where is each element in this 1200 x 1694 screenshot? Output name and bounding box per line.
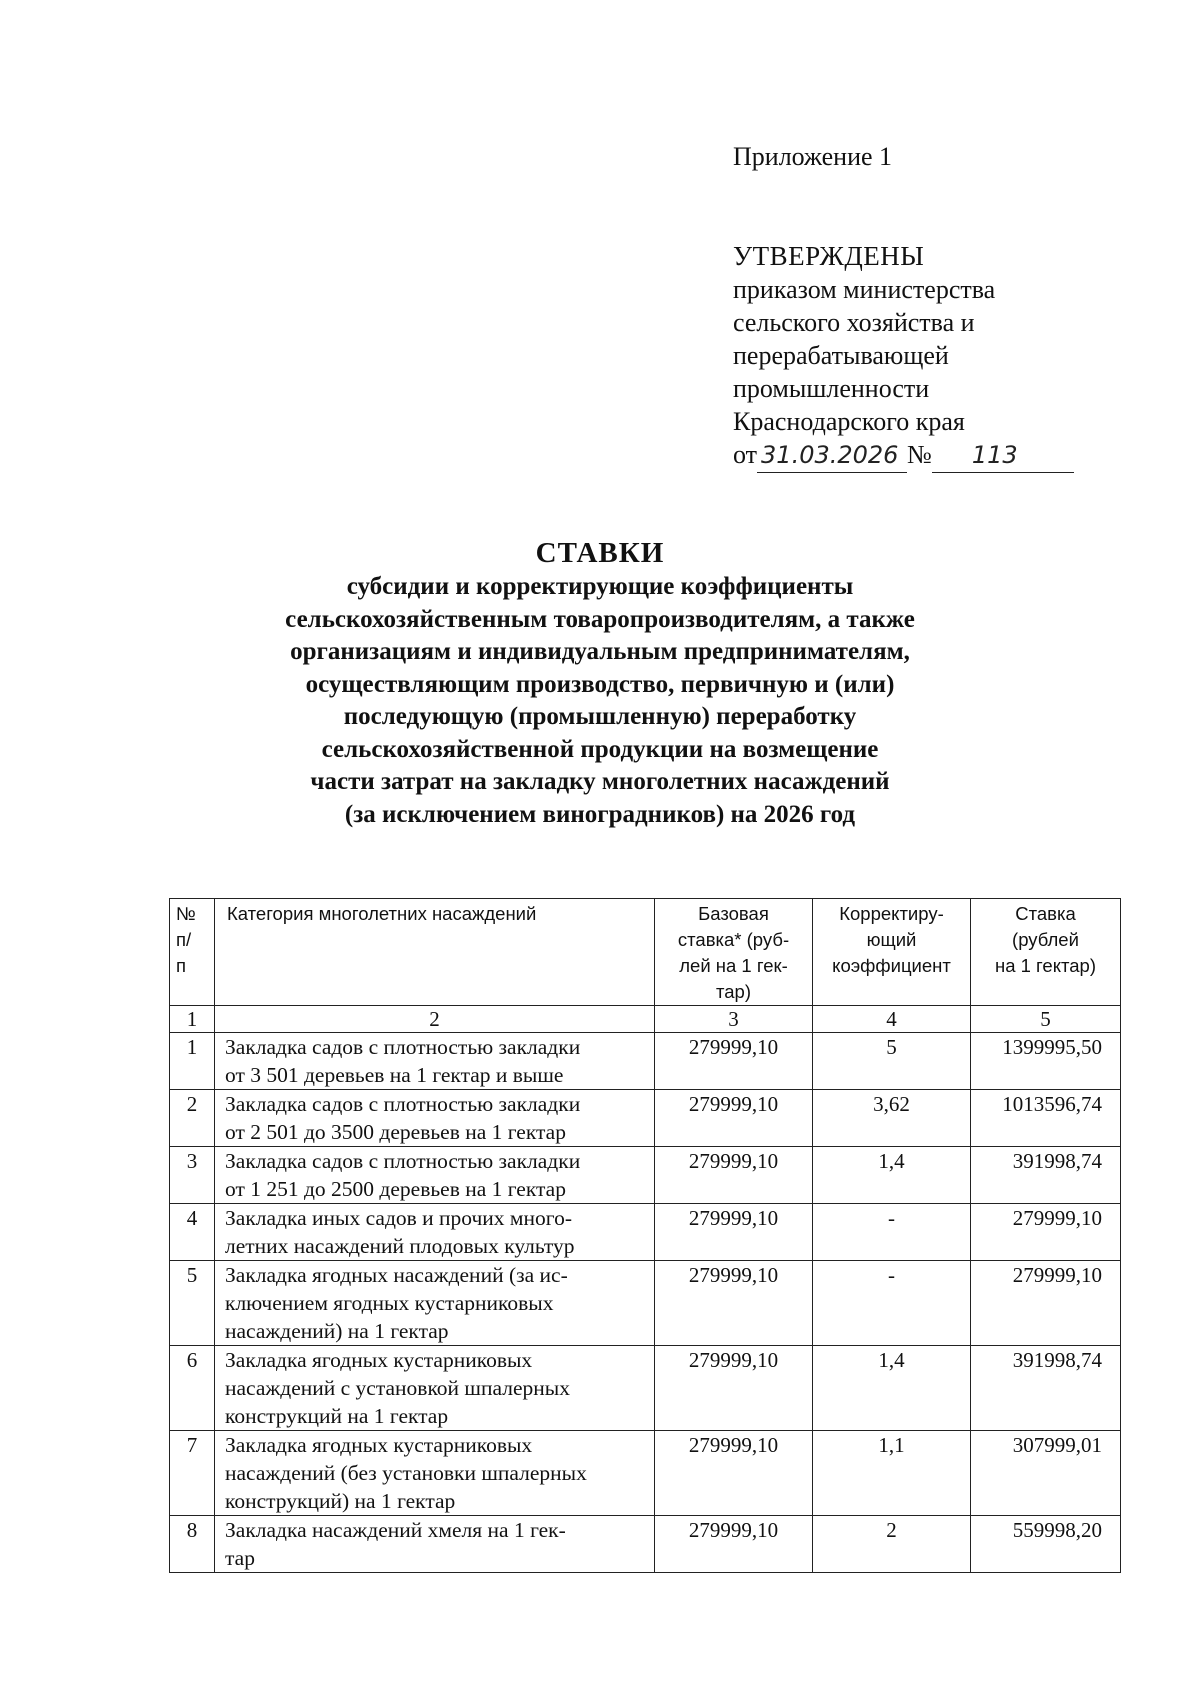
table-row (170, 1204, 1121, 1261)
title-line: организациям и индивидуальным предпринимателям, (290, 638, 910, 665)
row-coefficient: 1,4 (813, 1147, 971, 1204)
row-rate: 391998,74 (971, 1147, 1121, 1204)
row-coefficient: 3,62 (813, 1090, 971, 1147)
header-rate: Ставка (рублей на 1 гектар) (971, 899, 1121, 1006)
row-number: 5 (170, 1261, 215, 1346)
approval-block (733, 240, 1074, 473)
row-category-line: тар (225, 1546, 255, 1570)
row-category (215, 1147, 655, 1204)
row-rate: 279999,10 (971, 1261, 1121, 1346)
title-line: (за исключением виноградников) на 2026 год (344, 800, 856, 828)
row-category-line: ключением ягодных кустарниковых (225, 1291, 554, 1315)
row-category-line: конструкций на 1 гектар (225, 1404, 449, 1428)
table-row (170, 1033, 1121, 1090)
approved-heading: УТВЕРЖДЕНЫ (733, 241, 925, 271)
row-category-line: Закладка садов с плотностью закладки (225, 1092, 581, 1116)
column-index: 4 (813, 1006, 971, 1033)
table-row (170, 1431, 1121, 1516)
column-index: 3 (655, 1006, 813, 1033)
row-base-rate: 279999,10 (655, 1431, 813, 1516)
row-category-line: Закладка ягодных кустарниковых (225, 1433, 533, 1457)
table-row (170, 1346, 1121, 1431)
row-category-line: летних насаждений плодовых культур (225, 1234, 575, 1258)
order-date-handwritten: 31.03.2026 (761, 441, 899, 469)
row-number: 7 (170, 1431, 215, 1516)
approval-line: сельского хозяйства и (733, 308, 975, 337)
row-base-rate: 279999,10 (655, 1090, 813, 1147)
row-rate: 279999,10 (971, 1204, 1121, 1261)
row-number: 4 (170, 1204, 215, 1261)
row-category-line: Закладка садов с плотностью закладки (225, 1149, 581, 1173)
row-category (215, 1033, 655, 1090)
column-index: 5 (971, 1006, 1121, 1033)
approval-line: Краснодарского края (733, 407, 965, 436)
row-category-line: от 2 501 до 3500 деревьев на 1 гектар (225, 1120, 566, 1144)
title-line: сельскохозяйственным товаропроизводителям, а также (285, 605, 915, 633)
row-coefficient: - (813, 1261, 971, 1346)
row-category (215, 1261, 655, 1346)
row-rate: 1399995,50 (971, 1033, 1121, 1090)
row-base-rate: 279999,10 (655, 1204, 813, 1261)
row-category (215, 1204, 655, 1261)
order-date-number (733, 440, 1074, 469)
row-base-rate: 279999,10 (655, 1033, 813, 1090)
row-base-rate: 279999,10 (655, 1346, 813, 1431)
row-number: 6 (170, 1346, 215, 1431)
row-category-line: конструкций) на 1 гектар (225, 1489, 456, 1513)
document-title (150, 535, 1050, 831)
order-number-handwritten: 113 (971, 441, 1018, 469)
appendix-label: Приложение 1 (733, 142, 893, 171)
row-category-line: Закладка ягодных кустарниковых (225, 1348, 533, 1372)
approval-line: перерабатывающей (733, 341, 949, 370)
rates-table (169, 898, 1121, 1573)
title-subtitle (150, 571, 1050, 831)
row-rate: 391998,74 (971, 1346, 1121, 1431)
row-number: 8 (170, 1516, 215, 1573)
row-category-line: насаждений) на 1 гектар (225, 1319, 449, 1343)
row-category-line: от 3 501 деревьев на 1 гектар и выше (225, 1063, 564, 1087)
column-index: 1 (170, 1006, 215, 1033)
title-line: осуществляющим производство, первичную и (или) (305, 670, 895, 698)
row-category (215, 1090, 655, 1147)
row-category (215, 1346, 655, 1431)
number-prefix: № (907, 440, 932, 469)
row-coefficient: - (813, 1204, 971, 1261)
approval-line: промышленности (733, 374, 930, 403)
row-coefficient: 1,4 (813, 1346, 971, 1431)
row-rate: 307999,01 (971, 1431, 1121, 1516)
order-date-field (757, 438, 907, 473)
row-category-line: Закладка садов с плотностью закладки (225, 1035, 581, 1059)
header-base-rate: Базовая ставка* (руб- лей на 1 гек- тар) (655, 899, 813, 1006)
title-main: СТАВКИ (535, 537, 665, 569)
row-category-line: Закладка ягодных насаждений (за ис- (225, 1263, 568, 1287)
title-line: сельскохозяйственной продукции на возмещение (321, 735, 879, 763)
row-coefficient: 5 (813, 1033, 971, 1090)
row-category (215, 1516, 655, 1573)
row-rate: 1013596,74 (971, 1090, 1121, 1147)
row-category-line: насаждений с установкой шпалерных (225, 1376, 570, 1400)
row-coefficient: 1,1 (813, 1431, 971, 1516)
title-line: части затрат на закладку многолетних насаждений (310, 768, 890, 795)
row-base-rate: 279999,10 (655, 1516, 813, 1573)
row-number: 3 (170, 1147, 215, 1204)
date-prefix: от (733, 440, 758, 469)
table-header-row (170, 899, 1121, 1006)
row-number: 1 (170, 1033, 215, 1090)
header-number: № п/ п (170, 899, 215, 1006)
row-category-line: насаждений (без установки шпалерных (225, 1461, 587, 1485)
approval-line: приказом министерства (733, 275, 996, 304)
row-category-line: Закладка насаждений хмеля на 1 гек- (225, 1518, 566, 1542)
header-coefficient: Корректиру- ющий коэффициент (813, 899, 971, 1006)
row-base-rate: 279999,10 (655, 1147, 813, 1204)
table-row (170, 1147, 1121, 1204)
table-row (170, 1516, 1121, 1573)
table-row (170, 1261, 1121, 1346)
row-rate: 559998,20 (971, 1516, 1121, 1573)
title-line: субсидии и корректирующие коэффициенты (346, 573, 854, 600)
row-coefficient: 2 (813, 1516, 971, 1573)
row-number: 2 (170, 1090, 215, 1147)
column-index-row (170, 1006, 1121, 1033)
row-category-line: от 1 251 до 2500 деревьев на 1 гектар (225, 1177, 566, 1201)
column-index: 2 (215, 1006, 655, 1033)
row-category (215, 1431, 655, 1516)
title-line: последующую (промышленную) переработку (343, 703, 857, 730)
table-row (170, 1090, 1121, 1147)
header-category: Категория многолетних насаждений (215, 899, 655, 1006)
row-category-line: Закладка иных садов и прочих много- (225, 1206, 572, 1230)
row-base-rate: 279999,10 (655, 1261, 813, 1346)
order-number-field (932, 438, 1074, 473)
